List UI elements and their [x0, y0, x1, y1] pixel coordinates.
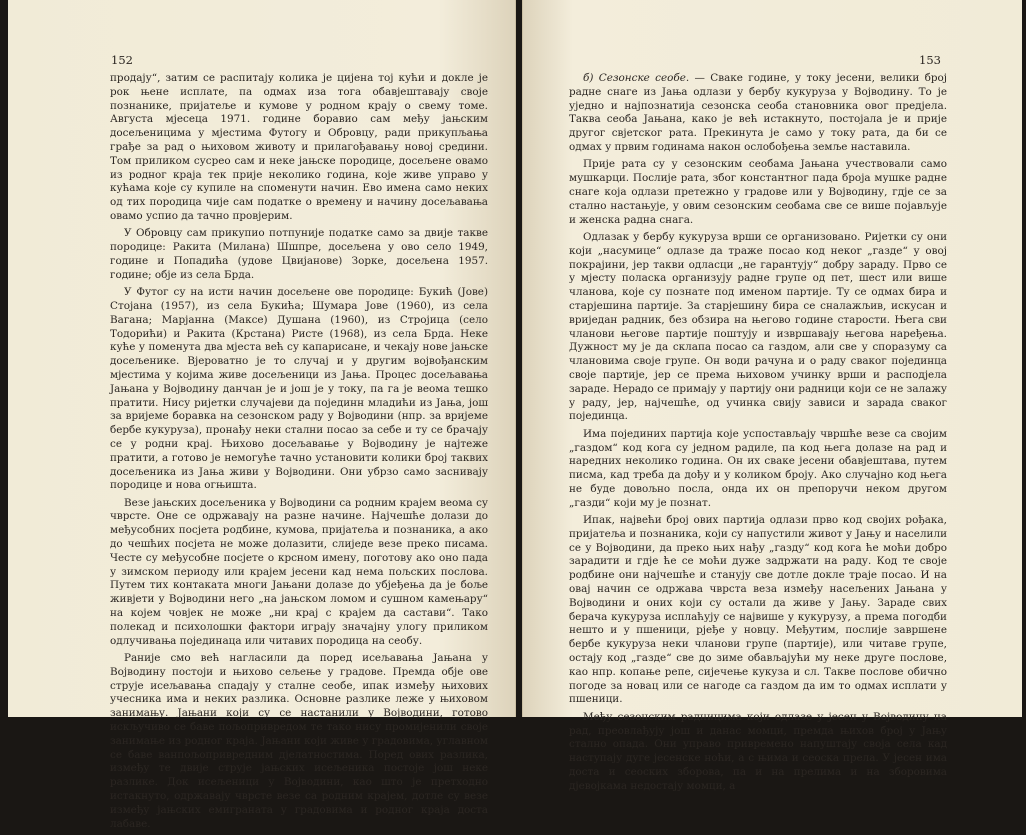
paragraph: продају“, затим се распитају колика је цијена тој кући и докле је рок њене исплате, па одмах иза тога обавјештавају своје познанике, пријатеље и кумове у родном крају о свему томе. Августа мјесеца 1971. године боравио сам међу јањским досељеницима у мјестима Футогу и Обровцу, ради прикупљања грађе за рад о њиховом животу и прилагођавању новој средини. Том приликом сусрео сам и неке јањске породице, досељене овамо из родног краја тек прије неколико година, које живе управо у кућама које су купиле на споменути начин. Ево имена само неких од тих породица чије сам податке о времену и начину досељавања овамо успио да тачно провјерим. — [110, 72, 488, 222]
paragraph: У Обровцу сам прикупио потпуније податке само за двије такве породице: Ракита (Милана) Шшпре, досељена у ово село 1949, године и Попадића (удове Цвијанове) Зорке, досељена 1957. године; обје из села Брда. — [110, 227, 488, 281]
page-number: 153 — [919, 53, 941, 67]
paragraph: Међу сезонским радницима који одлазе у јесен у Војводину на рад, преовлађују још и данас момци, премда њихов број у Јању стално опада. Они управо привремено напуштају своја села кад наступају дуге јесенске ноћи, а с њима и сеоска прела. У јесен има доста и сеоских зборова, па и на прелима и на зборовима дјевојкама недостају момци, а — [569, 710, 947, 792]
page-body — [569, 72, 947, 797]
section-title: б) Сезонске сеобе. — [583, 72, 690, 84]
paragraph — [569, 72, 947, 155]
paragraph: Има појединих партија које успостављају чвршће везе са својим „газдом“ код кога су једном радиле, па код њега долазе на рад и наредних неколико година. Он их сваке јесени обавјештава, путем писма, кад треба да дођу и у коликом броју. Ако случајно код њега не буде довољно посла, онда их он препоручи неком другом „газди“ који му је познат. — [569, 427, 947, 509]
paragraph-text: — Сваке године, у току јесени, велики број радне снаге из Јања одлази у бербу кукуруза у Војводину. То је уједно и најпознатија сезонска сеоба становника овог предјела. Таква сеоба Јањана, како је већ истакнуто, постојала је и прије другог свјетског рата. Прекинута је само у току рата, да би се одмах у првим годинама након ослобођења земље наставила. — [569, 72, 947, 153]
page-body — [110, 72, 488, 835]
paragraph: Прије рата су у сезонским сеобама Јањана учествовали само мушкарци. Послије рата, због константног пада броја мушке радне снаге која одлази претежно у градове или у Војводину, гдје се за стално настањује, у овим сезонским сеобама све се више појављује и женска радна снага. — [569, 158, 947, 226]
paragraph: Ипак, највећи број ових партија одлази прво код својих рођака, пријатеља и познаника, који су напустили живот у Јању и населили се у Војводини, да преко њих нађу „газду“ код кога ће моћи добро зарадити и гдје ће се моћи дуже задржати на раду. Код те своје родбине они најчешће и станују све дотле докле траје посао. И на овај начин се одржава чврста веза између насељених Јањана у Војводини и оних који су остали да живе у Јању. Зараде свих берача кукуруза исплаћују се највише у кукурузу, а према погодби нешто и у пшеници, рјеђе у новцу. Међутим, послије завршене бербе кукуруза неки чланови групе (партије), или читаве групе, остају код „газде“ све до зиме обављајући му неке друге послове, као нпр. копање репе, сијечење кукуза и сл. Такве послове обично погоде за новац или се нагоде са газдом да им то одмах исплати у пшеници. — [569, 514, 947, 706]
paragraph: Одлазак у бербу кукуруза врши се организовано. Ријетки су они који „насумице“ одлазе да траже посао код некоr „газде“ у овој покрајини, јер такви одласци „не гарантују“ добру зараду. Прво се у мјесту поласка организују радне групе од пет, шест или више чланова, које су познате под именом партије. Ту се одмах бира и старјешина партије. За старјешину бира се сналажљив, искусан и вриједан радник, без обзира на његово године старости. Њега сви чланови његове партије поштују и извршавају његова наређења. Дужност му је да склапа посао са газдом, али све у споразуму са члановима своје групе. Он води рачуна и о раду сваког појединца своје партије, јер се према њиховом учинку врши и расподјела зараде. Нерадо се примају у партију они радници који се не залажу у раду, јер, најчешће, од учинка свију зависи и зарада сваког појединца. — [569, 230, 947, 423]
paragraph: Раније смо већ нагласили да поред исељавања Јањана у Војводину постоји и њихово сељење у градове. Премда обје ове струје исељавања спадају у сталне сеобе, ипак између њихових учесника има и неких разлика. Основне разлике леже у њиховом занимању. Јањани који су се настанили у Војводини, готово искључиво се баве пољопривредом те тако нису промијенили своје занимање из родног краја. Јањани који живе у градовима, углавном се баве ванпољопривредним дјелатностима. Поред ових разлика, између те двије струје јањских исељеника постоје још неке разлике. Док исељеници у Војводини, као што је претходно истакнуто, одржавају чврсте везе са родним крајем, дотле су везе између јањских емиграната у градовима и родног краја доста лабаве. — [110, 652, 488, 830]
left-page — [8, 0, 516, 830]
right-page — [522, 0, 1022, 792]
paragraph: У Футог су на исти начин досељене ове породице: Букић (Јове) Стојана (1957), из села Букића; Шумара Јове (1960), из села Вагана; Марјанна (Максе) Душана (1960), из Стројица (село Тодорићи) и Ракита (Крстана) Ристе (1968), из села Брда. Неке куће у поменута два мјеста већ су капарисане, и чекају нове јањске досељенике. Вјероватно је то случај и у другим војвођанским мјестима у којима живе досељеници из Јања. Процес досељавања Јањана у Војводину данчан је и још је у току, па га је веома тешко пратити. Нису ријетки случајеви да појединн младићи из Јања, још за вријеме боравка на сезонском раду у Војводини (нпр. за вријеме бербе кукуруза), пронађу неки стални посао за себе и ту се брачају се у родни крај. Њихово досељавање у Војводину је најтеже пратити, а готово је немогуће тачно установити колики број таквих досељеника из Јања живи у Војводини. Они убрзо само заснивају породице и нова огњишта. — [110, 286, 488, 492]
paragraph: Везе јањских досељеника у Војводини са родним крајем веома су чврсте. Оне се одржавају на разне начине. Најчешће долази до међусобних посјета родбине, кумова, пријатеља и познаника, а ако до чешћих посјета не може долазити, слиједе везе преко писама. Честе су међусобне посјете о крсном имену, поготову ако оно пада у зимском периоду или крајем јесени кад нема пољских послова. Путем тих контаката многи Јањани долазе до убјеђења да је боље живјети у Војводини него „на јањском ломом и сушном камењару“ на којем човјек не може „ни крај с крајем да састави“. Тако полекад и психолошки фактори играју значајну улогу приликом одлучивања појединаца или читавих породица на сеобу. — [110, 496, 488, 647]
page-number: 152 — [111, 53, 133, 67]
